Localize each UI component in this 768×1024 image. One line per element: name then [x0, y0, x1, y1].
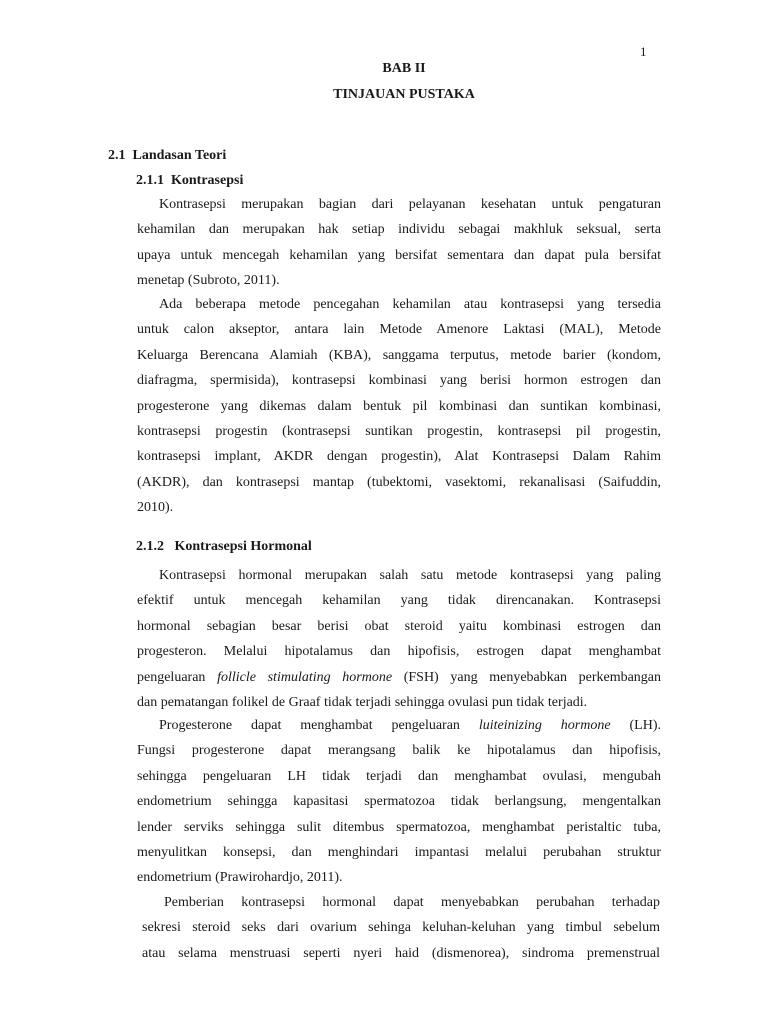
paragraph-line: endometrium (Prawirohardjo, 2011). — [137, 870, 343, 886]
paragraph-line: 2010). — [137, 500, 174, 516]
paragraph-line: menetap (Subroto, 2011). — [137, 273, 280, 289]
paragraph-kontrasepsi-definition — [137, 192, 661, 294]
chapter-subtitle: TINJAUAN PUSTAKA — [333, 87, 475, 102]
paragraph-line: diafragma, spermisida), kontrasepsi kombinasi yang berisi hormon estrogen dan — [137, 373, 661, 389]
paragraph-line: lender serviks sehingga sulit ditembus spermatozoa, menghambat peristaltic tuba, — [137, 819, 661, 835]
paragraph-line: kontrasepsi implant, AKDR dengan progestin), Alat Kontrasepsi Dalam Rahim — [137, 449, 661, 465]
italic-term-fsh: follicle stimulating hormone — [217, 669, 393, 685]
italic-term-lh: luiteinizing hormone — [478, 718, 611, 733]
text-run: Progesterone dapat menghambat pengeluaran — [159, 718, 460, 733]
paragraph-progesterone — [137, 713, 661, 891]
subsection-title: Kontrasepsi — [171, 173, 244, 188]
subsection-title: Kontrasepsi Hormonal — [174, 539, 312, 554]
subsection-number: 2.1.2 — [136, 539, 164, 554]
chapter-title: BAB II — [382, 61, 426, 76]
paragraph-line: menyulitkan konsepsi, dan menghindari impantasi melalui perubahan struktur — [137, 844, 661, 860]
section-title: Landasan Teori — [132, 148, 227, 163]
paragraph-line: dan pematangan folikel de Graaf tidak terjadi sehingga ovulasi pun tidak terjadi. — [137, 694, 588, 710]
text-run: pengeluaran — [137, 669, 206, 685]
paragraph-line: Kontrasepsi merupakan bagian dari pelayanan kesehatan untuk pengaturan — [159, 197, 661, 212]
paragraph-line: progesteron. Melalui hipotalamus dan hipofisis, estrogen dapat menghambat — [137, 644, 661, 660]
paragraph-line: hormonal sebagian besar berisi obat steroid yaitu kombinasi estrogen dan — [137, 618, 661, 634]
paragraph-line — [137, 713, 661, 738]
section-heading — [108, 148, 226, 164]
text-run: (FSH) yang menyebabkan perkembangan — [403, 669, 662, 685]
paragraph-line: endometrium sehingga kapasitasi spermatozoa tidak berlangsung, mengentalkan — [137, 794, 661, 810]
paragraph-line: progesterone yang dikemas dalam bentuk pil kombinasi dan suntikan kombinasi, — [137, 398, 661, 414]
paragraph-line: efektif untuk mencegah kehamilan yang tidak direncanakan. Kontrasepsi — [137, 593, 661, 609]
paragraph-line: untuk calon akseptor, antara lain Metode Amenore Laktasi (MAL), Metode — [137, 322, 661, 338]
paragraph-line: kontrasepsi progestin (kontrasepsi suntikan progestin, kontrasepsi pil progestin, — [137, 423, 661, 439]
section-number: 2.1 — [108, 148, 126, 163]
paragraph-line: sekresi steroid seks dari ovarium sehinga keluhan-keluhan yang timbul sebelum — [142, 920, 660, 936]
page-number: 1 — [640, 44, 647, 59]
subsection-heading-kontrasepsi — [136, 173, 243, 189]
paragraph-line: Fungsi progesterone dapat merangsang balik ke hipotalamus dan hipofisis, — [137, 743, 661, 759]
paragraph-line: upaya untuk mencegah kehamilan yang bersifat sementara dan dapat pula bersifat — [137, 247, 661, 263]
paragraph-side-effects — [142, 890, 660, 966]
paragraph-line: Pemberian kontrasepsi hormonal dapat menyebabkan perubahan terhadap — [164, 895, 660, 910]
text-run: (LH). — [629, 718, 662, 733]
paragraph-line: sehingga pengeluaran LH tidak terjadi dan menghambat ovulasi, mengubah — [137, 768, 661, 784]
paragraph-line — [137, 665, 661, 690]
paragraph-kontrasepsi-methods — [137, 292, 661, 521]
paragraph-line: (AKDR), dan kontrasepsi mantap (tubektomi, vasektomi, rekanalisasi (Saifuddin, — [137, 474, 661, 490]
paragraph-line: Ada beberapa metode pencegahan kehamilan atau kontrasepsi yang tersedia — [159, 297, 661, 312]
paragraph-line: Keluarga Berencana Alamiah (KBA), sanggama terputus, metode barier (kondom, — [137, 347, 661, 363]
paragraph-hormonal-definition — [137, 563, 661, 715]
paragraph-line: kehamilan dan merupakan hak setiap individu sebagai makhluk seksual, serta — [137, 222, 661, 238]
subsection-number: 2.1.1 — [136, 173, 164, 188]
paragraph-line: atau selama menstruasi seperti nyeri haid (dismenorea), sindroma premenstrual — [142, 945, 660, 961]
subsection-heading-kontrasepsi-hormonal — [136, 539, 312, 555]
paragraph-line: Kontrasepsi hormonal merupakan salah satu metode kontrasepsi yang paling — [159, 568, 661, 583]
